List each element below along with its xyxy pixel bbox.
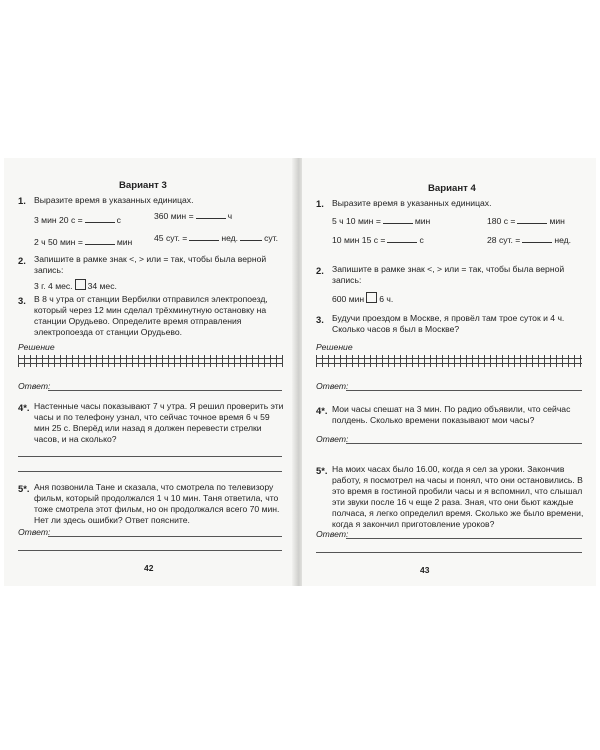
grid-tick bbox=[18, 355, 19, 367]
conversion-row bbox=[34, 214, 121, 226]
answer-blank[interactable] bbox=[196, 210, 226, 219]
task-text-line: запись: bbox=[332, 275, 362, 285]
conversion-row bbox=[487, 215, 565, 227]
answer-blank[interactable] bbox=[383, 215, 413, 224]
grid-tick bbox=[114, 355, 115, 367]
answer-line[interactable] bbox=[346, 538, 582, 539]
grid-tick bbox=[222, 355, 223, 367]
grid-tick bbox=[156, 355, 157, 367]
grid-tick bbox=[406, 355, 407, 367]
grid-tick bbox=[252, 355, 253, 367]
grid-tick bbox=[562, 355, 563, 367]
grid-tick bbox=[556, 355, 557, 367]
comparison-left: 3 г. 4 мес. bbox=[34, 281, 73, 291]
grid-tick bbox=[120, 355, 121, 367]
answer-blank[interactable] bbox=[85, 236, 115, 245]
comparison-right: 34 мес. bbox=[87, 281, 117, 291]
grid-tick bbox=[496, 355, 497, 367]
conversion-row bbox=[332, 234, 424, 246]
answer-blank[interactable] bbox=[517, 215, 547, 224]
answer-label: Ответ: bbox=[316, 381, 349, 391]
answer-blank[interactable] bbox=[189, 232, 219, 241]
task-text: Аня позвонила Тане и сказала, что смотрела по телевизору фильм, который продолжался 1 ч 10 мин. Таня ответила, что тоже смотрела этот фильм, но он продолжался всего 70 мин. Нет ли здесь ошибки? Ответ поясните. bbox=[34, 482, 280, 525]
comparison-box[interactable] bbox=[366, 292, 377, 303]
task-number: 1. bbox=[18, 195, 26, 206]
grid-tick bbox=[78, 355, 79, 367]
grid-tick bbox=[234, 355, 235, 367]
grid-tick bbox=[282, 355, 283, 367]
conversion-unit: сут. bbox=[264, 233, 279, 243]
grid-tick bbox=[448, 355, 449, 367]
grid-tick bbox=[472, 355, 473, 367]
workbook-spread bbox=[4, 158, 596, 586]
answer-line[interactable] bbox=[48, 536, 282, 537]
grid-tick bbox=[334, 355, 335, 367]
grid-tick bbox=[526, 355, 527, 367]
grid-tick bbox=[538, 355, 539, 367]
grid-tick bbox=[42, 355, 43, 367]
task-text-line: Запишите в рамке знак <, > или = так, чтобы была верной bbox=[332, 264, 565, 274]
conversion-row bbox=[34, 236, 132, 248]
answer-line[interactable] bbox=[346, 443, 582, 444]
conversion-unit: мин bbox=[116, 237, 133, 247]
grid-tick bbox=[198, 355, 199, 367]
task-text-line: Запишите в рамке знак <, > или = так, чтобы была верной bbox=[34, 254, 267, 264]
task-number: 4*. bbox=[18, 402, 30, 413]
page-left bbox=[4, 158, 294, 586]
grid-tick bbox=[532, 355, 533, 367]
writing-line[interactable] bbox=[18, 471, 282, 472]
grid-tick bbox=[36, 355, 37, 367]
grid-tick bbox=[162, 355, 163, 367]
grid-tick bbox=[400, 355, 401, 367]
grid-tick bbox=[150, 355, 151, 367]
grid-tick bbox=[54, 355, 55, 367]
answer-blank[interactable] bbox=[240, 232, 262, 241]
conversion-row bbox=[487, 234, 571, 246]
conversion-question: 10 мин 15 с = bbox=[332, 235, 386, 245]
conversion-row bbox=[332, 215, 430, 227]
task-prompt: Выразите время в указанных единицах. bbox=[34, 195, 194, 205]
solution-label: Решение bbox=[316, 342, 353, 352]
grid-tick bbox=[550, 355, 551, 367]
grid-tick bbox=[132, 355, 133, 367]
solution-grid[interactable] bbox=[18, 355, 282, 367]
grid-tick bbox=[418, 355, 419, 367]
task-text: На моих часах было 16.00, когда я сел за уроки. Закончив работу, я посмотрел на часы и понял, что они остановились. В это время в гостиной пробили часы и я вспомнил, что слышал эти звуки после 16 ч еще 2 раза. Зная, что они бьют каждые полчаса, я легко определил время. Сколько же было времени, когда я закончил приготовление уроков? bbox=[332, 464, 584, 529]
grid-tick bbox=[358, 355, 359, 367]
conversion-question: 360 мин = bbox=[154, 211, 194, 221]
grid-tick bbox=[60, 355, 61, 367]
grid-tick bbox=[514, 355, 515, 367]
solution-label: Решение bbox=[18, 342, 55, 352]
answer-blank[interactable] bbox=[522, 234, 552, 243]
grid-tick bbox=[108, 355, 109, 367]
grid-tick bbox=[316, 355, 317, 367]
conversion-unit: ч bbox=[227, 211, 233, 221]
answer-label: Ответ: bbox=[316, 529, 349, 539]
grid-tick bbox=[270, 355, 271, 367]
writing-line[interactable] bbox=[18, 456, 282, 457]
conversion-question: 2 ч 50 мин = bbox=[34, 237, 83, 247]
task-number: 5*. bbox=[316, 465, 328, 476]
grid-tick bbox=[24, 355, 25, 367]
conversion-row bbox=[154, 232, 278, 244]
comparison-row bbox=[34, 279, 117, 292]
grid-tick bbox=[174, 355, 175, 367]
grid-tick bbox=[240, 355, 241, 367]
task-number: 2. bbox=[18, 255, 26, 266]
grid-tick bbox=[340, 355, 341, 367]
grid-tick bbox=[364, 355, 365, 367]
grid-tick bbox=[66, 355, 67, 367]
grid-tick bbox=[228, 355, 229, 367]
grid-tick bbox=[352, 355, 353, 367]
grid-tick bbox=[370, 355, 371, 367]
page-number: 43 bbox=[420, 565, 430, 575]
grid-tick bbox=[382, 355, 383, 367]
grid-tick bbox=[466, 355, 467, 367]
grid-tick bbox=[388, 355, 389, 367]
conversion-question: 3 мин 20 с = bbox=[34, 215, 83, 225]
grid-tick bbox=[346, 355, 347, 367]
grid-tick bbox=[412, 355, 413, 367]
grid-tick bbox=[186, 355, 187, 367]
answer-line[interactable] bbox=[48, 390, 282, 391]
grid-tick bbox=[96, 355, 97, 367]
grid-tick bbox=[258, 355, 259, 367]
task-text: Будучи проездом в Москве, я провёл там трое суток и 4 ч. Сколько часов я был в Москве? bbox=[332, 313, 565, 334]
grid-tick bbox=[126, 355, 127, 367]
grid-tick bbox=[520, 355, 521, 367]
task-text: Мои часы спешат на 3 мин. По радио объявили, что сейчас полдень. Сколько времени показывают мои часы? bbox=[332, 404, 571, 425]
grid-tick bbox=[568, 355, 569, 367]
solution-grid[interactable] bbox=[316, 355, 582, 367]
comparison-row bbox=[332, 292, 393, 305]
grid-tick bbox=[30, 355, 31, 367]
conversion-question: 45 сут. = bbox=[154, 233, 188, 243]
conversion-row bbox=[154, 210, 232, 222]
grid-tick bbox=[264, 355, 265, 367]
variant-title: Вариант 3 bbox=[119, 180, 167, 191]
comparison-left: 600 мин bbox=[332, 294, 365, 304]
grid-tick bbox=[192, 355, 193, 367]
grid-tick bbox=[478, 355, 479, 367]
grid-tick bbox=[484, 355, 485, 367]
grid-tick bbox=[394, 355, 395, 367]
conversion-unit: мин bbox=[414, 216, 431, 226]
conversion-unit: нед. bbox=[554, 235, 572, 245]
grid-tick bbox=[580, 355, 581, 367]
grid-tick bbox=[210, 355, 211, 367]
grid-tick bbox=[436, 355, 437, 367]
answer-blank[interactable] bbox=[387, 234, 417, 243]
conversion-unit: с bbox=[419, 235, 424, 245]
grid-tick bbox=[322, 355, 323, 367]
grid-tick bbox=[502, 355, 503, 367]
conversion-question: 5 ч 10 мин = bbox=[332, 216, 381, 226]
writing-line[interactable] bbox=[18, 550, 282, 551]
grid-tick bbox=[216, 355, 217, 367]
answer-label: Ответ: bbox=[18, 527, 51, 537]
grid-tick bbox=[454, 355, 455, 367]
grid-tick bbox=[460, 355, 461, 367]
task-number: 1. bbox=[316, 198, 324, 209]
answer-blank[interactable] bbox=[85, 214, 115, 223]
grid-tick bbox=[430, 355, 431, 367]
page-number: 42 bbox=[144, 563, 154, 573]
grid-tick bbox=[180, 355, 181, 367]
grid-tick bbox=[144, 355, 145, 367]
grid-tick bbox=[204, 355, 205, 367]
variant-title: Вариант 4 bbox=[428, 183, 476, 194]
comparison-right: 6 ч. bbox=[379, 294, 394, 304]
grid-tick bbox=[424, 355, 425, 367]
conversion-unit: мин bbox=[549, 216, 565, 226]
task-number: 4*. bbox=[316, 405, 328, 416]
task-number: 5*. bbox=[18, 483, 30, 494]
grid-tick bbox=[168, 355, 169, 367]
grid-tick bbox=[490, 355, 491, 367]
answer-label: Ответ: bbox=[18, 381, 51, 391]
grid-tick bbox=[328, 355, 329, 367]
grid-tick bbox=[90, 355, 91, 367]
task-number: 3. bbox=[316, 314, 324, 325]
task-number: 2. bbox=[316, 265, 324, 276]
answer-line[interactable] bbox=[346, 390, 582, 391]
grid-tick bbox=[276, 355, 277, 367]
task-text-line: запись: bbox=[34, 265, 64, 275]
grid-tick bbox=[72, 355, 73, 367]
conversion-unit: нед. bbox=[221, 233, 239, 243]
grid-tick bbox=[508, 355, 509, 367]
conversion-question: 180 с = bbox=[487, 216, 516, 226]
task-text: Настенные часы показывают 7 ч утра. Я решил проверить эти часы и по телефону узнал, что сейчас точное время 6 ч 59 мин 25 с. Вперёд или назад я должен перевести стрелки часов, и на сколько? bbox=[34, 401, 284, 444]
page-right bbox=[302, 158, 596, 586]
task-prompt: Выразите время в указанных единицах. bbox=[332, 198, 492, 208]
comparison-box[interactable] bbox=[75, 279, 86, 290]
grid-tick bbox=[376, 355, 377, 367]
task-text: В 8 ч утра от станции Вербилки отправился электропоезд, который через 12 мин сделал трёхминутную остановку на станции Орудьево. Определите время отправления электропоезда от станции Орудьево. bbox=[34, 294, 268, 337]
conversion-unit: с bbox=[116, 215, 121, 225]
grid-tick bbox=[138, 355, 139, 367]
task-number: 3. bbox=[18, 295, 26, 306]
grid-tick bbox=[246, 355, 247, 367]
grid-tick bbox=[574, 355, 575, 367]
grid-tick bbox=[84, 355, 85, 367]
answer-label: Ответ: bbox=[316, 434, 349, 444]
grid-tick bbox=[102, 355, 103, 367]
grid-tick bbox=[442, 355, 443, 367]
writing-line[interactable] bbox=[316, 552, 582, 553]
conversion-question: 28 сут. = bbox=[487, 235, 521, 245]
grid-tick bbox=[544, 355, 545, 367]
grid-tick bbox=[48, 355, 49, 367]
